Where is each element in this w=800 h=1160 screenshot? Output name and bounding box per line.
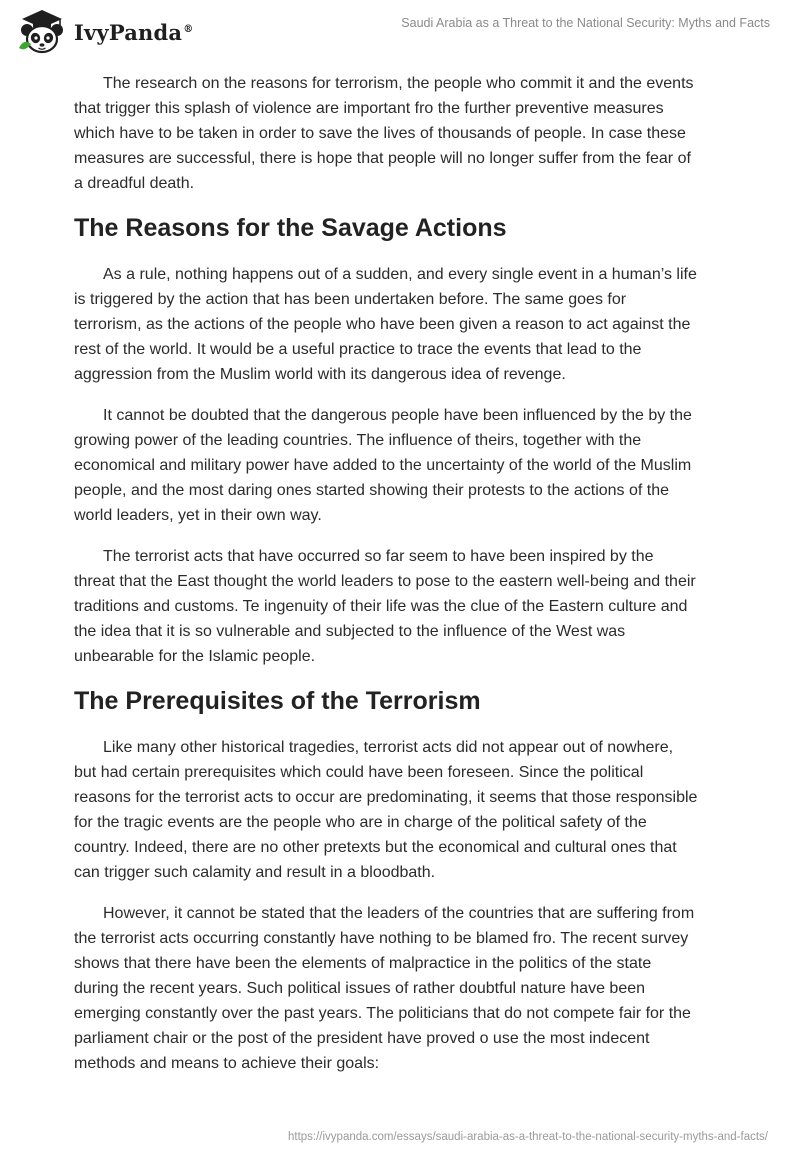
heading-reasons: The Reasons for the Savage Actions: [74, 214, 507, 242]
text-line: shows that there have been the elements of malpractice in the politics of the state: [74, 955, 652, 972]
text-line: that trigger this splash of violence are important fro the further preventive measures: [74, 100, 664, 117]
text-line: can trigger such calamity and result in a bloodbath.: [74, 864, 436, 881]
text-line: a dreadful death.: [74, 175, 195, 192]
text-line: measures are successful, there is hope that people will no longer suffer from the fear of: [74, 150, 691, 167]
paragraph-reasons-3: [74, 544, 734, 669]
text-line: but had certain prerequisites which could have been foreseen. Since the political: [74, 764, 644, 781]
text-line: the idea that it is so vulnerable and subjected to the influence of the West was: [74, 623, 626, 640]
text-line: traditions and customs. Te ingenuity of their life was the clue of the Eastern culture and: [74, 598, 688, 615]
text-line: which have to be taken in order to save the lives of thousands of people. In case these: [74, 125, 686, 142]
ivypanda-logo[interactable]: [16, 8, 193, 56]
text-line: threat that the East thought the world leaders to pose to the eastern well-being and their: [74, 573, 696, 590]
text-line: economical and military power have added to the uncertainty of the world of the Muslim: [74, 457, 692, 474]
panda-logo-icon: [16, 8, 68, 56]
essay-content: [74, 71, 734, 1092]
brand-name: [74, 20, 193, 45]
text-line: people, and the most daring ones started showing their protests to the actions of the: [74, 482, 670, 499]
text-line: for the tragic events are the people who are in charge of the political safety of the: [74, 814, 647, 831]
text-line: rest of the world. It would be a useful practice to trace the events that lead to the: [74, 341, 642, 358]
text-line: aggression from the Muslim world with its dangerous idea of revenge.: [74, 366, 566, 383]
brand-text: IvyPanda: [74, 19, 183, 45]
heading-prerequisites: The Prerequisites of the Terrorism: [74, 687, 481, 715]
text-line: methods and means to achieve their goals:: [74, 1055, 380, 1072]
text-line: However, it cannot be stated that the leaders of the countries that are suffering from: [103, 905, 695, 922]
paragraph-reasons-2: [74, 403, 734, 528]
text-line: Like many other historical tragedies, terrorist acts did not appear out of nowhere,: [103, 739, 674, 756]
registered-mark: ®: [183, 23, 194, 35]
text-line: growing power of the leading countries. The influence of theirs, together with the: [74, 432, 642, 449]
text-line: It cannot be doubted that the dangerous people have been influenced by the by the: [103, 407, 692, 424]
text-line: The terrorist acts that have occurred so far seem to have been inspired by the: [103, 548, 654, 565]
text-line: during the recent years. Such political issues of rather doubtful nature have been: [74, 980, 646, 997]
document-title: Saudi Arabia as a Threat to the National Security: Myths and Facts: [401, 16, 770, 30]
text-line: is triggered by the action that has been undertaken before. The same goes for: [74, 291, 627, 308]
page-header: [0, 0, 800, 60]
text-line: As a rule, nothing happens out of a sudden, and every single event in a human’s life: [103, 266, 697, 283]
paragraph-reasons-1: [74, 262, 734, 387]
paragraph-prerequisites-1: [74, 735, 734, 885]
text-line: terrorism, as the actions of the people who have been given a reason to act against the: [74, 316, 691, 333]
text-line: the terrorist acts occurring constantly have nothing to be blamed fro. The recent survey: [74, 930, 689, 947]
text-line: unbearable for the Islamic people.: [74, 648, 316, 665]
text-line: parliament chair or the post of the president have proved o use the most indecent: [74, 1030, 650, 1047]
text-line: The research on the reasons for terrorism, the people who commit it and the events: [103, 75, 694, 92]
text-line: country. Indeed, there are no other pretexts but the economical and cultural ones that: [74, 839, 677, 856]
text-line: emerging constantly over the past years. The politicians that do not compete fair for the: [74, 1005, 691, 1022]
source-url-link[interactable]: https://ivypanda.com/essays/saudi-arabia-as-a-threat-to-the-national-security-myths-and-facts/: [287, 1131, 768, 1143]
paragraph-prerequisites-2: [74, 901, 734, 1076]
paragraph-intro: [74, 71, 734, 196]
text-line: reasons for the terrorist acts to occur are predominating, it seems that those responsible: [74, 789, 698, 806]
text-line: world leaders, yet in their own way.: [74, 507, 322, 524]
